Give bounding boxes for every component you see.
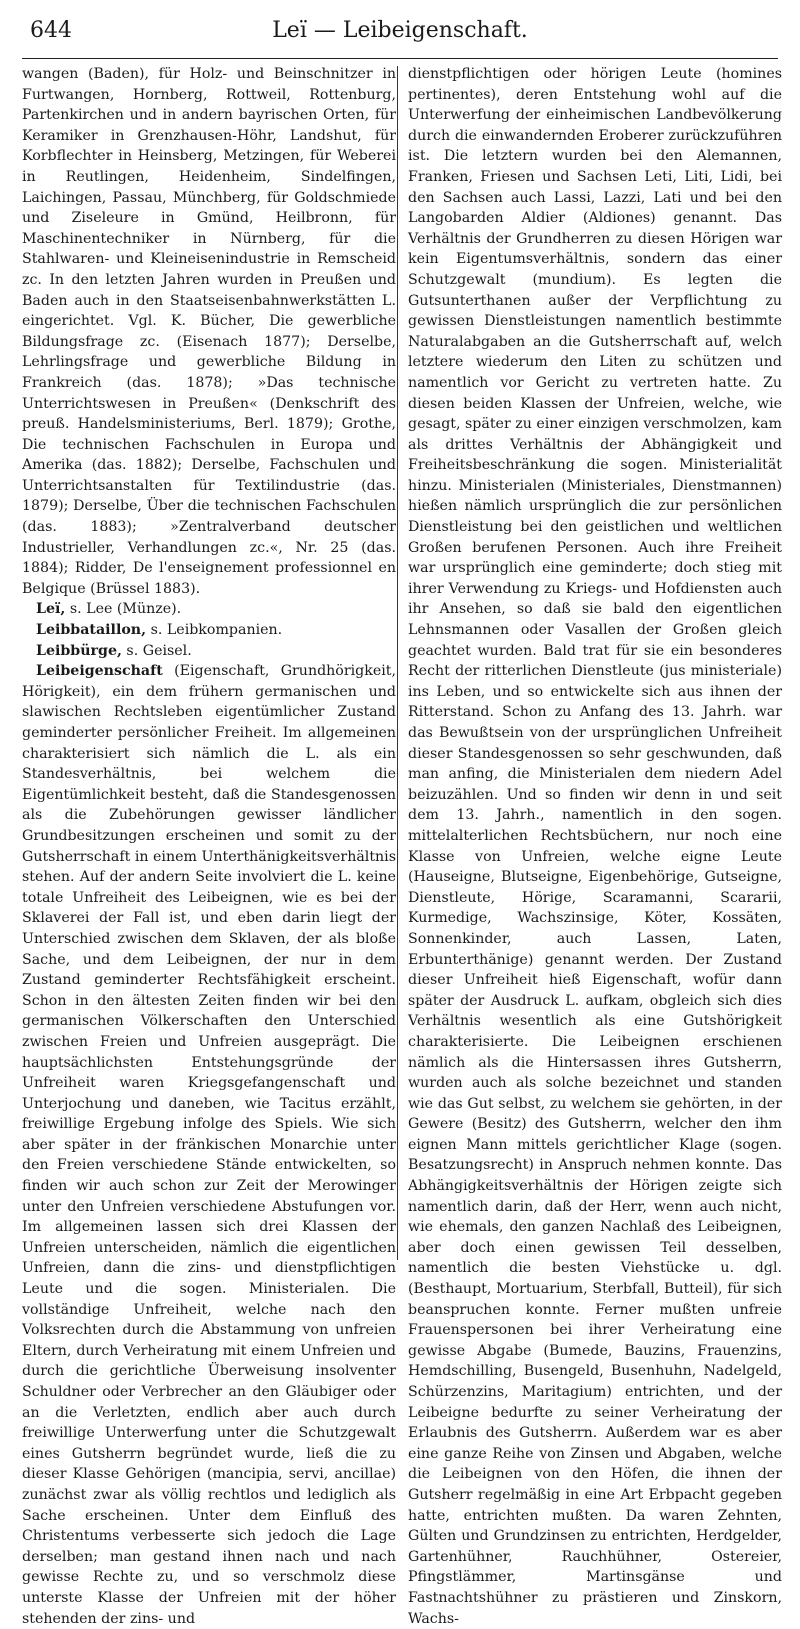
headword: Leibbataillon, — [36, 622, 147, 639]
page-header — [22, 8, 778, 59]
right-column — [408, 64, 782, 1629]
continued-paragraph: wangen (Baden), für Holz- und Beinschnitzer in Furtwangen, Hornberg, Rottweil, Rottenburg, Partenkirchen und in andern bayrischen Orten, für Keramiker in Grenzhausen-Höhr, Landshut, für Korbflechter in Heinsberg, Metzingen, für Weberei in Reutlingen, Heidenheim, Sindelfingen, Laichingen, Passau, Münchberg, für Goldschmiede und Ziseleure in Gmünd, Heilbronn, für Maschinentechniker in Nürnberg, für die Stahlwaren- und Kleineisenindustrie in Remscheid zc. In den letzten Jahren wurden in Preußen und Baden auch in den Staatseisenbahnwerkstätten L. eingerichtet. Vgl. K. Bücher, Die gewerbliche Bildungsfrage zc. (Eisenach 1877); Derselbe, Lehrlingsfrage und gewerbliche Bildung in Frankreich (das. 1878); »Das technische Unterrichtswesen in Preußen« (Denkschrift des preuß. Handelsministeriums, Berl. 1879); Grothe, Die technischen Fachschulen in Europa und Amerika (das. 1882); Derselbe, Fachschulen und Unterrichtsanstalten für Textilindustrie (das. 1879); Derselbe, Über die technischen Fachschulen (das. 1883); »Zentralverband deutscher Industrieller, Verhandlungen zc.«, Nr. 25 (das. 1884); Ridder, De l'enseignement professionnel en Belgique (Brüssel 1883). — [22, 66, 396, 597]
entry-lei — [22, 599, 396, 620]
headword: Leibbürge, — [36, 642, 122, 659]
entry-text: s. Lee (Münze). — [65, 601, 182, 618]
entry-text: s. Geisel. — [121, 642, 192, 659]
entry-text: (Eigenschaft, Grundhörigkeit, Hörigkeit), ein dem frühern germanischen und slawischen Rechtsleben eigentümlicher Zustand geminderter persönlicher Freiheit. Im allgemeinen charakterisiert sich nämlich die L. als ein Standesverhältnis, bei welchem die Eigentümlichkeit besteht, daß die Standesgenossen als die Zubehörungen gewisser ländlicher Grundbesitzungen erscheinen und somit zu der Gutsherrschaft in einem Unterthänigkeitsverhältnis stehen. Auf der andern Seite involviert die L. keine totale Unfreiheit des Leibeignen, wie es bei der Sklaverei der Fall ist, und eben darin liegt der Unterschied zwischen dem Sklaven, der als bloße Sache, und dem Leibeignen, der nur in dem Zustand geminderter Rechtsfähigkeit erscheint. Schon in den ältesten Zeiten finden wir bei den germanischen Völkerschaften den Unterschied zwischen Freien und Unfreien ausgeprägt. Die hauptsächlichsten Entstehungsgründe der Unfreiheit waren Kriegsgefangenschaft und Unterjochung und daneben, wie Tacitus erzählt, freiwillige Ergebung infolge des Spiels. Wie sich aber später in der fränkischen Monarchie unter den Freien verschiedene Stände entwickelten, so finden wir auch schon zur Zeit der Merowinger unter den Unfreien verschiedene Abstufungen vor. Im allgemeinen lassen sich drei Klassen der Unfreien unterscheiden, nämlich die eigentlichen Unfreien, dann die zins- und dienstpflichtigen Leute und die sogen. Ministerialen. Die vollständige Unfreiheit, welche nach den Volksrechten durch die Abstammung von unfreien Eltern, durch Verheiratung mit einem Unfreien und durch die gerichtliche Überweisung insolventer Schuldner oder Verbrecher an den Gläubiger oder an die Verletzten, endlich aber auch durch freiwillige Unterwerfung unter die Schutzgewalt eines Gutsherrn begründet wurde, ließ die zu dieser Klasse Gehörigen (mancipia, servi, ancillae) zunächst zwar als völlig rechtlos und lediglich als Sache erscheinen. Unter dem Einfluß des Christentums verbesserte sich jedoch die Lage derselben; man gestand ihnen nach und nach gewisse Rechte zu, und so verschmolz diese unterste Klasse der Unfreien mit der höher stehenden der zins- und — [22, 663, 396, 1627]
headword: Leï, — [36, 601, 66, 618]
left-column — [22, 64, 396, 1629]
entry-leibeigenschaft — [22, 661, 396, 1629]
page-number: 644 — [30, 18, 72, 43]
continued-paragraph: dienstpflichtigen oder hörigen Leute (homines pertinentes), deren Entstehung wohl auf die Unterwerfung der einheimischen Landbevölkerung durch die einwandernden Eroberer zurückzuführen ist. Die letztern wurden bei den Alemannen, Franken, Friesen und Sachsen Leti, Liti, Lidi, bei den Sachsen auch Lassi, Lazzi, Lati und bei den Langobarden Aldier (Aldiones) genannt. Das Verhältnis der Grundherren zu diesen Hörigen war kein Eigentumsverhältnis, sondern das einer Schutzgewalt (mundium). Es legten die Gutsunterthanen außer der Verpflichtung zu gewissen Dienstleistungen namentlich bestimmte Naturalabgaben an die Gutsherrschaft auf, welch letztere wiederum den Liten zu schützen und namentlich vor Gericht zu vertreten hatte. Zu diesen beiden Klassen der Unfreien, welche, wie gesagt, später zu einer einzigen verschmolzen, kam als drittes Verhältnis der Abhängigkeit und Freiheitsbeschränkung die sogen. Ministerialität hinzu. Ministerialen (Ministeriales, Dienstmannen) hießen nämlich ursprünglich die zur persönlichen Dienstleistung bei den geistlichen und weltlichen Großen berufenen Personen. Auch ihre Freiheit war ursprünglich eine geminderte; doch stieg mit ihrer Verwendung zu Kriegs- und Hofdiensten auch ihr Ansehen, so daß sie bald den eigentlichen Lehnsmannen oder Vasallen der Großen gleich geachtet wurden. Bald trat für sie ein besonderes Recht der ritterlichen Dienstleute (jus ministeriale) ins Leben, und so entwickelte sich aus ihnen der Ritterstand. Schon zu Anfang des 13. Jahrh. war das Bewußtsein von der ursprünglichen Unfreiheit dieser Standesgenossen so sehr geschwunden, daß man anfing, die Ministerialen dem niedern Adel beizuzählen. Und so finden wir denn in und seit dem 13. Jahrh., namentlich in den sogen. mittelalterlichen Rechtsbüchern, nur noch eine Klasse von Unfreien, welche eigne Leute (Hauseigne, Blutseigne, Eigenbehörige, Gutseigne, Dienstleute, Hörige, Scaramanni, Scararii, Kurmedige, Wachszinsige, Köter, Kossäten, Sonnenkinder, auch Lassen, Laten, Erbunterthänige) genannt werden. Der Zustand dieser Unfreiheit hieß Eigenschaft, wofür dann später der Ausdruck L. aufkam, obgleich sich dies Verhältnis wesentlich als eine Gutshörigkeit charakterisierte. Die Leibeignen erschienen nämlich als die Hintersassen ihres Gutsherrn, wurden auch als solche bezeichnet und standen wie das Gut selbst, zu welchem sie gehörten, in der Gewere (Besitz) des Gutsherrn, welcher den ihm eignen Mann mittels gerichtlicher Klage (sogen. Besatzungsrecht) in Anspruch nehmen konnte. Das Abhängigkeitsverhältnis der Hörigen zeigte sich namentlich darin, daß der Herr, wenn auch nicht, wie ehemals, den ganzen Nachlaß des Leibeignen, aber doch einen gewissen Teil desselben, namentlich die besten Viehstücke u. dgl. (Besthaupt, Mortuarium, Sterbfall, Butteil), für sich beanspruchen konnte. Ferner mußten unfreie Frauenspersonen bei ihrer Verheiratung eine gewisse Abgabe (Bumede, Bauzins, Frauenzins, Hemdschilling, Busengeld, Busenhuhn, Nadelgeld, Schürzenzins, Maritagium) entrichten, und der Leibeigne bedurfte zu seiner Verheiratung der Erlaubnis des Gutsherrn. Außerdem war es aber eine ganze Reihe von Zinsen und Abgaben, welche die Leibeignen von den Höfen, die ihnen der Gutsherr regelmäßig in eine Art Erbpacht gegeben hatte, entrichten mußten. Da waren Zehnten, Gülten und Grundzinsen zu entrichten, Herdgelder, Gartenhühner, Rauchhühner, Ostereier, Pfingstlämmer, Martinsgänse und Fastnachtshühner zu prästieren und Zinskorn, Wachs- — [408, 66, 782, 1627]
entry-leibbuerge — [22, 641, 396, 662]
entry-leibbataillon — [22, 620, 396, 641]
entry-text: s. Leibkompanien. — [146, 622, 283, 639]
headword: Leibeigenschaft — [36, 663, 163, 680]
column-divider — [397, 66, 398, 1260]
running-title: Leï — Leibeigenschaft. — [272, 18, 528, 43]
